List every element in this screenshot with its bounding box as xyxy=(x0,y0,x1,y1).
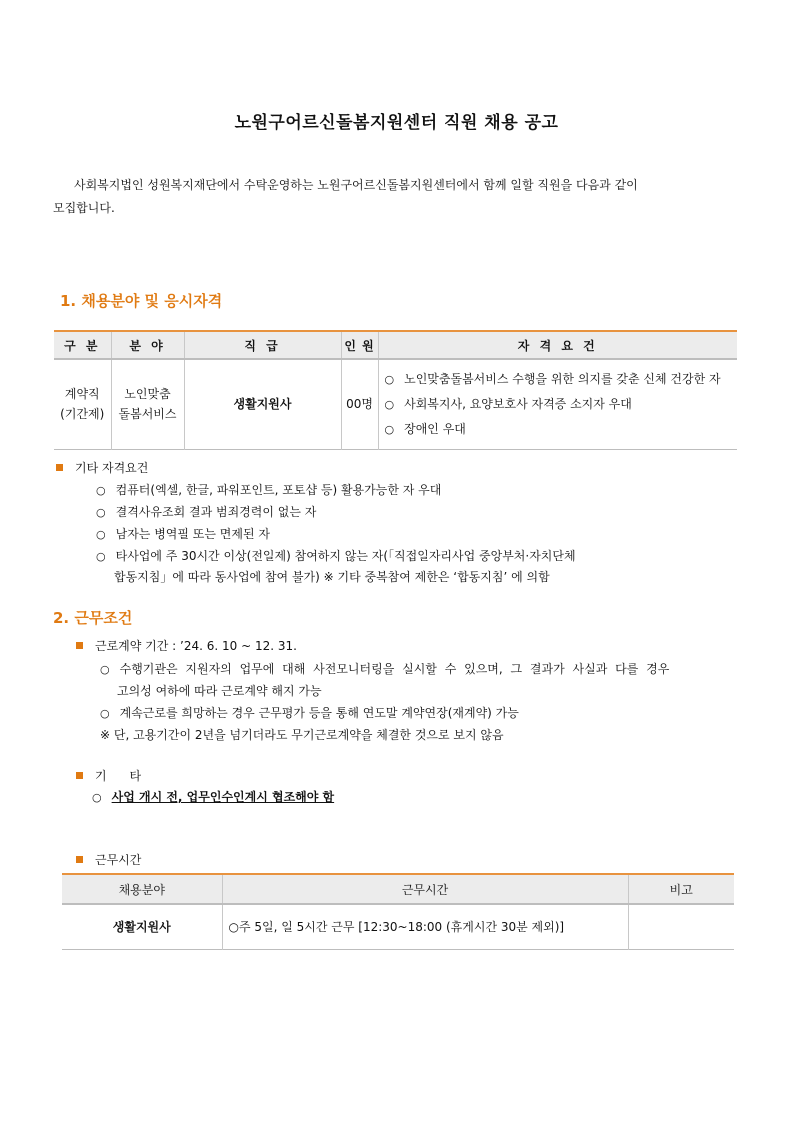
other-label: 기 타 xyxy=(76,767,141,784)
intro-text-line1: 사회복지법인 성원복지재단에서 수탁운영하는 노원구어르신돌봄지원센터에서 함께 일할 직원을 다음과 같이 xyxy=(74,178,638,192)
requirement-item: ○ 남자는 병역필 또는 면제된 자 xyxy=(96,527,270,541)
field-line1: 노인맞춤 xyxy=(124,387,171,402)
circle-bullet-icon: ○ xyxy=(100,663,110,676)
col-header-headcount: 인 원 xyxy=(341,331,378,359)
col-header-field: 채용분야 xyxy=(62,874,222,904)
cell-type xyxy=(54,359,111,449)
square-bullet-icon xyxy=(56,464,63,471)
contract-item: ○ 수행기관은 지원자의 업무에 대해 사전모니터링을 실시할 수 있으며, 그 결과가 사실과 다를 경우 xyxy=(100,662,670,676)
col-header-position: 직 급 xyxy=(184,331,341,359)
work-hours-label: 근무시간 xyxy=(76,851,141,868)
circle-bullet-icon: ○ xyxy=(384,397,395,411)
contract-note: ※ 단, 고용기간이 2년을 넘기더라도 무기근로계약을 체결한 것으로 보지 않음 xyxy=(100,728,504,742)
col-header-qualifications: 자 격 요 건 xyxy=(378,331,737,359)
circle-bullet-icon: ○ xyxy=(96,550,106,563)
section2-heading: 2. 근무조건 xyxy=(53,609,133,627)
qualification-item: ○ 노인맞춤돌봄서비스 수행을 위한 의지를 갖춘 신체 건강한 자 xyxy=(385,367,738,392)
cell-headcount: 00명 xyxy=(341,359,378,449)
type-line1: 계약직 xyxy=(64,387,100,402)
circle-bullet-icon: ○ xyxy=(96,528,106,541)
intro-text-line2: 모집합니다. xyxy=(53,201,115,215)
work-hours-table xyxy=(62,873,734,950)
col-header-field: 분 야 xyxy=(111,331,184,359)
cell-note xyxy=(628,904,734,949)
col-header-hours: 근무시간 xyxy=(222,874,628,904)
recruitment-table xyxy=(54,330,737,450)
circle-bullet-icon: ○ xyxy=(96,484,106,497)
square-bullet-icon xyxy=(76,772,83,779)
cell-qualifications xyxy=(378,359,737,449)
requirement-item: ○ 결격사유조회 결과 범죄경력이 없는 자 xyxy=(96,505,317,519)
circle-bullet-icon: ○ xyxy=(100,707,110,720)
cell-field: 생활지원사 xyxy=(112,920,171,935)
requirement-item: ○ 타사업에 주 30시간 이상(전일제) 참여하지 않는 자(「직접일자리사업 중앙부처·자치단체 xyxy=(96,549,576,563)
other-item: ○ 사업 개시 전, 업무인수인계시 협조해야 함 xyxy=(92,790,335,804)
cell-position: 생활지원사 xyxy=(184,359,341,449)
circle-bullet-icon: ○ xyxy=(384,372,395,386)
circle-bullet-icon: ○ xyxy=(92,791,102,804)
type-line2: (기간제) xyxy=(60,407,105,422)
cell-field xyxy=(111,359,184,449)
square-bullet-icon xyxy=(76,856,83,863)
square-bullet-icon xyxy=(76,642,83,649)
requirement-item: ○ 컴퓨터(엑셀, 한글, 파워포인트, 포토샵 등) 활용가능한 자 우대 xyxy=(96,483,442,497)
section1-heading: 1. 채용분야 및 응시자격 xyxy=(60,292,223,310)
cell-hours: ○주 5일, 일 5시간 근무 [12:30~18:00 (휴게시간 30분 제외)] xyxy=(222,904,628,949)
other-requirements-label: 기타 자격요건 xyxy=(56,459,148,476)
field-line2: 돌봄서비스 xyxy=(118,407,177,422)
contract-period: 근로계약 기간 : ’24. 6. 10 ~ 12. 31. xyxy=(76,637,297,654)
contract-item: ○ 계속근로를 희망하는 경우 근무평가 등을 통해 연도말 계약연장(재계약) 가능 xyxy=(100,706,519,720)
qualification-item: ○ 장애인 우대 xyxy=(385,417,738,442)
contract-item-continued: 고의성 여하에 따라 근로계약 해지 가능 xyxy=(117,684,322,698)
col-header-note: 비고 xyxy=(628,874,734,904)
table-row xyxy=(54,359,737,449)
circle-bullet-icon: ○ xyxy=(384,422,395,436)
table-row xyxy=(62,904,734,949)
requirement-item-continued: 합동지침」에 따라 동사업에 참여 불가) ※ 기타 중복참여 제한은 ‘합동지침’ 에 의함 xyxy=(114,570,550,584)
document-title: 노원구어르신돌봄지원센터 직원 채용 공고 xyxy=(234,113,559,133)
qualification-item: ○ 사회복지사, 요양보호사 자격증 소지자 우대 xyxy=(385,392,738,417)
circle-bullet-icon: ○ xyxy=(96,506,106,519)
col-header-type: 구 분 xyxy=(54,331,111,359)
